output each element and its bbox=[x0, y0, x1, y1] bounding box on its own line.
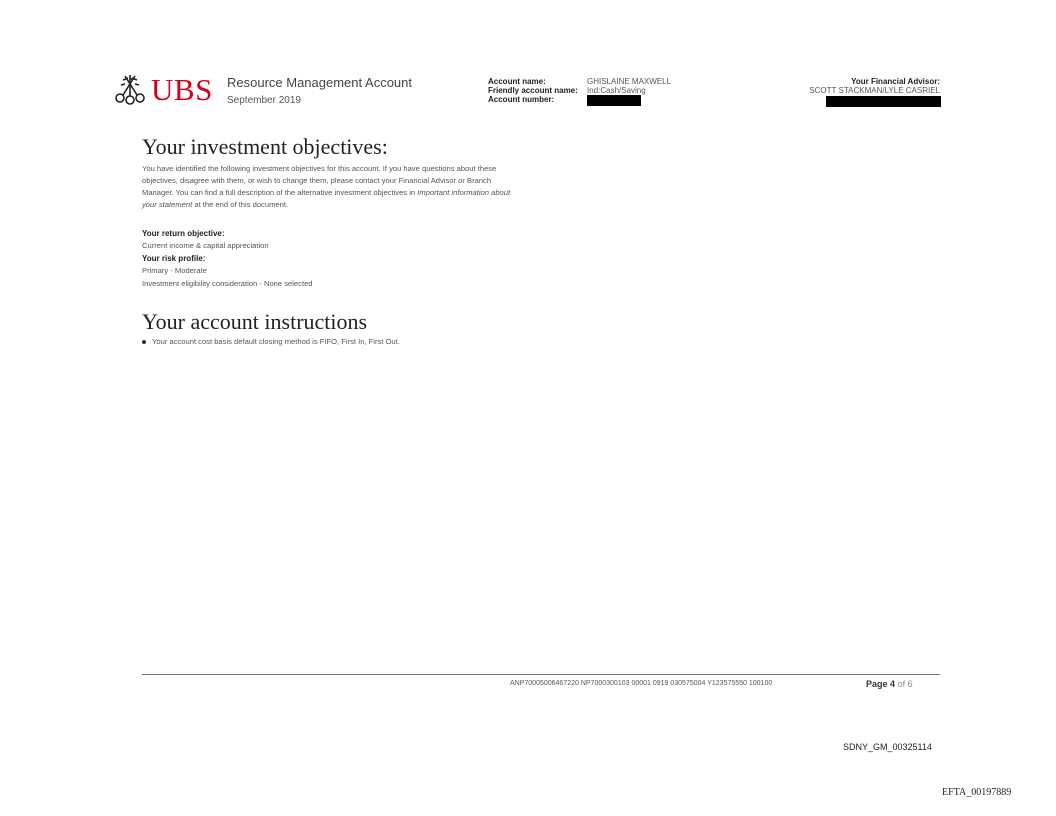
ubs-keys-icon bbox=[113, 72, 147, 106]
page-total: of 6 bbox=[897, 679, 913, 689]
bullet-icon bbox=[142, 340, 146, 344]
page-word: Page bbox=[866, 679, 888, 689]
footer-divider bbox=[142, 674, 940, 675]
page-current: 4 bbox=[890, 679, 896, 689]
instruction-list-item bbox=[142, 337, 400, 346]
friendly-account-name-value: Ind:Cash/Saving bbox=[587, 86, 646, 95]
bates-number-sdny: SDNY_GM_00325114 bbox=[843, 742, 932, 752]
instruction-text: Your account cost basis default closing method is FIFO, First In, First Out. bbox=[152, 337, 400, 346]
account-instructions-heading: Your account instructions bbox=[142, 309, 368, 334]
product-title: Resource Management Account bbox=[227, 75, 412, 90]
account-number-label: Account number: bbox=[488, 95, 555, 104]
ubs-logo bbox=[113, 72, 213, 108]
financial-advisor-names: SCOTT STACKMAN/LYLE CASRIEL bbox=[809, 86, 940, 95]
page-number bbox=[866, 679, 913, 689]
risk-profile-label: Your risk profile: bbox=[142, 254, 206, 263]
risk-profile-primary: Primary - Moderate bbox=[142, 266, 207, 275]
friendly-account-name-label: Friendly account name: bbox=[488, 86, 578, 95]
statement-tracking-code: ANP70005006467220 NP7000300103 00001 0919 030575004 Y123575550 100100 bbox=[510, 680, 773, 687]
return-objective-value: Current income & capital appreciation bbox=[142, 241, 269, 250]
logo-wordmark: UBS bbox=[151, 72, 213, 107]
advisor-contact-redaction bbox=[826, 96, 941, 107]
risk-profile-eligibility: Investment eligibility consideration - None selected bbox=[142, 279, 313, 288]
account-name-label: Account name: bbox=[488, 77, 546, 86]
intro-text-start: You have identified the following investment objectives for this account. If you have questions about these objectives, disagree with them, or wish to change them, please contact your Financial Advisor or Branch Manager. You can find a full description of the alternative investment objectives in bbox=[142, 164, 497, 197]
account-name-value: GHISLAINE MAXWELL bbox=[587, 77, 672, 86]
financial-advisor-label: Your Financial Advisor: bbox=[851, 77, 940, 86]
return-objective-label: Your return objective: bbox=[142, 229, 225, 238]
statement-period: September 2019 bbox=[227, 95, 301, 106]
intro-text-end: at the end of this document. bbox=[192, 200, 289, 209]
bates-number-efta: EFTA_00197889 bbox=[942, 787, 1012, 798]
investment-objectives-intro bbox=[142, 163, 512, 211]
investment-objectives-heading: Your investment objectives: bbox=[142, 134, 388, 159]
intro-text-italic: Important information about your statement bbox=[142, 188, 511, 209]
account-number-redaction bbox=[587, 95, 641, 106]
